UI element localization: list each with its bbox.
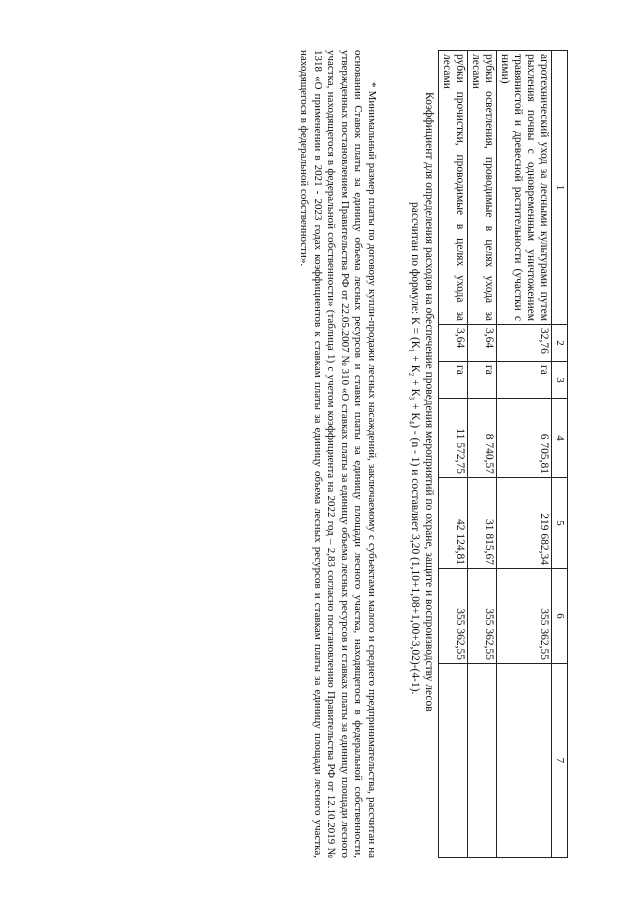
total-cell: 355 362,55 [439, 569, 468, 664]
footnote [297, 50, 378, 858]
unit-cell: га [497, 362, 552, 399]
extra-cell [497, 664, 552, 858]
total-cell: 355 362,55 [497, 569, 552, 664]
header-cell: 7 [552, 664, 568, 858]
quantity-cell: 32,76 [497, 325, 552, 362]
unit-cell: га [439, 362, 468, 399]
work-name-cell: рубки прочистки, проводимые в целях ухода за лесами [439, 51, 468, 325]
extra-cell [439, 664, 468, 858]
unit-cell: га [468, 362, 497, 399]
table-row [439, 51, 468, 858]
cost-cell: 42 124,81 [439, 478, 468, 569]
header-cell: 5 [552, 478, 568, 569]
header-cell: 3 [552, 362, 568, 399]
table-row [497, 51, 552, 858]
rate-cell: 8 740,57 [468, 399, 497, 478]
extra-cell [468, 664, 497, 858]
header-cell: 6 [552, 569, 568, 664]
table-row [468, 51, 497, 858]
cost-cell: 31 815,67 [468, 478, 497, 569]
work-name-cell: рубки осветления, проводимые в целях ухода за лесами [468, 51, 497, 325]
total-cell: 355 362,55 [468, 569, 497, 664]
footnote-paragraph: * Минимальный размер платы по договору купли-продажи лесных насаждений, заключаемому с субъектами малого и среднего предпринимательства, рассчитан на основании Ставок платы за единицу объема лесных ресурсов и ставки платы за единицу площади лесного участка, находящегося в федеральной собственности, утвержденных постановлением Правительства РФ от 22.05.2007 № 310 «О ставках платы за единицу объема лесных ресурсов и ставках платы за единицу площади лесного участка, находящегося в федеральной собственности» (таблица 1) с учетом коэффициента на 2022 год – 2,83 согласно постановлению Правительства РФ от 12.10.2019 № 1318 «О применении в 2021 - 2023 годах коэффициентов к ставкам платы за единицу объема лесных ресурсов и ставкам платы за единицу площади лесного участка, находящегося в федеральной собственности». [298, 50, 378, 858]
quantity-cell: 3,64 [439, 325, 468, 362]
coefficient-line-1: Коэффициент для определения расходов на обеспечение проведения мероприятий по охране, защите и воспроизводству лесов [423, 92, 435, 712]
rate-cell: 6 705,81 [497, 399, 552, 478]
coefficient-note [408, 92, 436, 852]
cost-table [438, 50, 568, 858]
rate-cell: 11 572,75 [439, 399, 468, 478]
table-header-row [552, 51, 568, 858]
header-cell: 4 [552, 399, 568, 478]
quantity-cell: 3,64 [468, 325, 497, 362]
coefficient-line-2: рассчитан по формуле: К = (К₁ + К₂ + К₃ + К₄) - (n - 1) и составляет 3,20 (1,10+1,08+1,00+3,02)-(4-1). [409, 202, 421, 695]
work-name-cell: агротехнический уход за лесными культурами путем рыхления почвы с одновременным уничтожением травянистой и древесной растительности (участки с ними) [497, 51, 552, 325]
header-cell: 1 [552, 51, 568, 325]
cost-cell: 219 682,34 [497, 478, 552, 569]
header-cell: 2 [552, 325, 568, 362]
